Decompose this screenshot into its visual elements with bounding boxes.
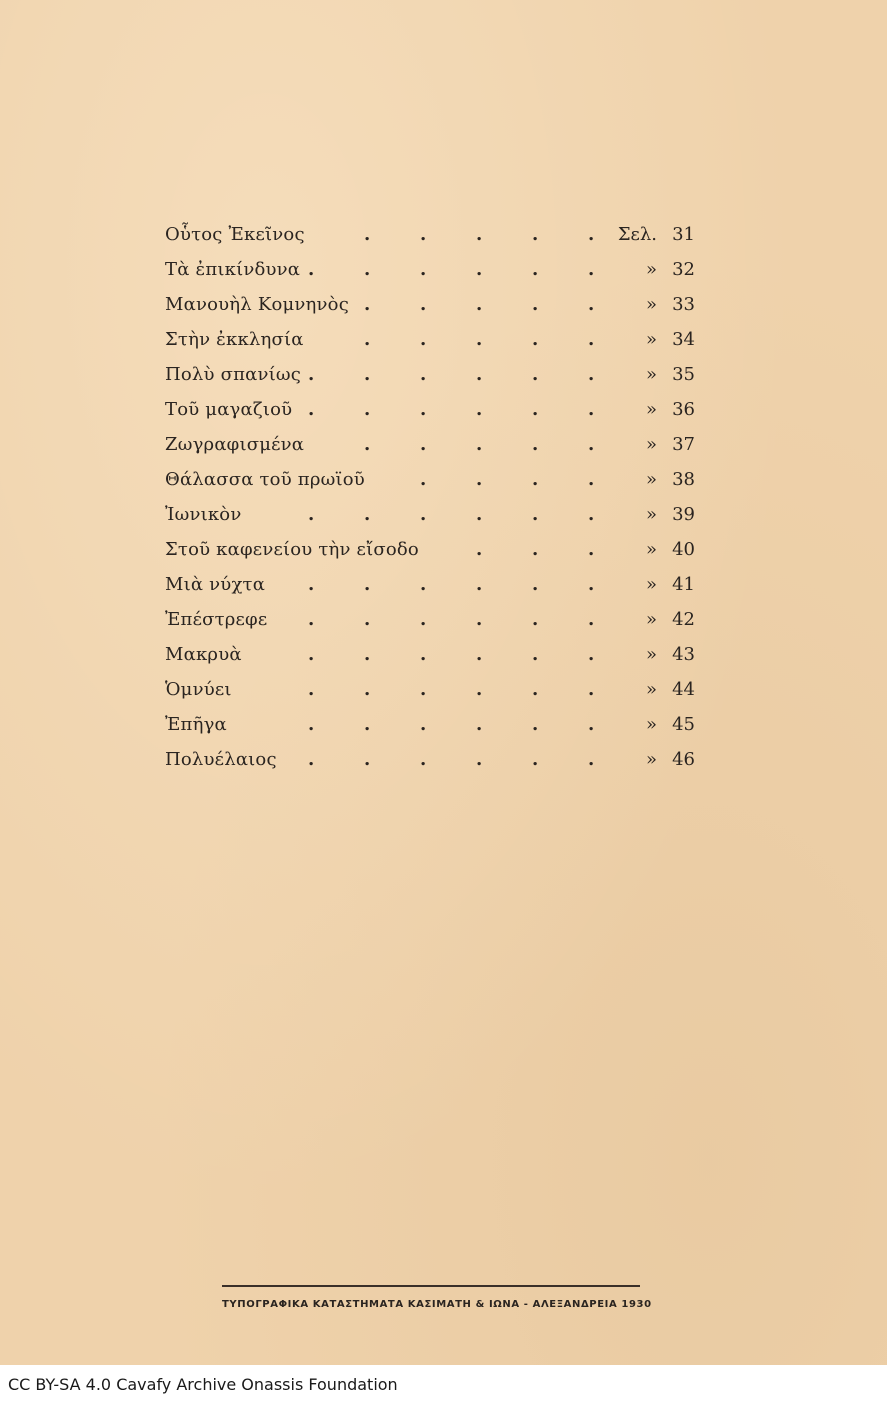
leader-dot: .: [588, 679, 595, 700]
leader-dot: .: [588, 224, 595, 245]
toc-entry-page: 37: [672, 434, 695, 455]
leader-dot: .: [532, 714, 539, 735]
leader-dot: .: [476, 714, 483, 735]
toc-entry: [165, 325, 695, 360]
leader-dot: .: [420, 749, 427, 770]
toc-entry-title: Τὰ ἐπικίνδυνα: [165, 259, 301, 280]
toc-entry-title: Ὁμνύει: [165, 679, 232, 700]
leader-dot: .: [532, 294, 539, 315]
leader-dot: .: [476, 679, 483, 700]
toc-entry: [165, 675, 695, 710]
toc-entry: [165, 710, 695, 745]
toc-entry-ref: Σελ.: [617, 224, 657, 245]
leader-dot: .: [476, 224, 483, 245]
leader-dot: .: [532, 434, 539, 455]
leader-dot: .: [364, 224, 371, 245]
leader-dot: .: [364, 329, 371, 350]
leader-dot: .: [476, 469, 483, 490]
leader-dot: .: [588, 609, 595, 630]
toc-entry-title: Ζωγραφισμένα: [165, 434, 305, 455]
leader-dot: .: [308, 574, 315, 595]
toc-entry-title: Μανουὴλ Κομνηνὸς: [165, 294, 349, 315]
toc-entry: [165, 290, 695, 325]
toc-entry-page: 36: [672, 399, 695, 420]
leader-dot: .: [420, 364, 427, 385]
toc-entry: [165, 535, 695, 570]
leader-dot: .: [588, 644, 595, 665]
leader-dot: .: [532, 539, 539, 560]
leader-dot: .: [420, 609, 427, 630]
toc-entry-page: 45: [672, 714, 695, 735]
leader-dot: .: [308, 679, 315, 700]
leader-dot: .: [308, 644, 315, 665]
toc-entry-ref: »: [645, 399, 657, 420]
leader-dot: .: [476, 749, 483, 770]
leader-dot: .: [476, 644, 483, 665]
toc-entry-ref: »: [645, 749, 657, 770]
toc-entry-title: Τοῦ μαγαζιοῦ: [165, 399, 293, 420]
credit-bar: [0, 1365, 887, 1405]
leader-dot: .: [308, 364, 315, 385]
toc-entry-title: Οὗτος Ἐκεῖνος: [165, 224, 305, 245]
toc-entry-page: 34: [672, 329, 695, 350]
leader-dot: .: [588, 539, 595, 560]
leader-dot: .: [476, 329, 483, 350]
table-of-contents: [165, 220, 695, 780]
leader-dot: .: [476, 399, 483, 420]
leader-dot: .: [420, 644, 427, 665]
leader-dot: .: [476, 609, 483, 630]
leader-dot: .: [420, 434, 427, 455]
leader-dot: .: [420, 329, 427, 350]
license-credit: CC BY-SA 4.0 Cavafy Archive Onassis Foundation: [8, 1375, 398, 1394]
leader-dot: .: [532, 749, 539, 770]
leader-dot: .: [308, 259, 315, 280]
leader-dot: .: [588, 714, 595, 735]
leader-dot: .: [364, 679, 371, 700]
leader-dot: .: [420, 469, 427, 490]
leader-dot: .: [532, 259, 539, 280]
leader-dot: .: [588, 259, 595, 280]
toc-entry-title: Μακρυὰ: [165, 644, 242, 665]
leader-dot: .: [308, 609, 315, 630]
toc-entry-page: 44: [672, 679, 695, 700]
toc-entry-title: Θάλασσα τοῦ πρωϊοῦ: [165, 469, 365, 490]
toc-entry-title: Ἐπῆγα: [165, 714, 227, 735]
toc-entry-ref: »: [645, 259, 657, 280]
leader-dot: .: [420, 224, 427, 245]
leader-dot: .: [364, 714, 371, 735]
leader-dot: .: [532, 329, 539, 350]
toc-entry: [165, 430, 695, 465]
toc-entry-title: Πολὺ σπανίως: [165, 364, 302, 385]
leader-dot: .: [364, 574, 371, 595]
leader-dot: .: [364, 609, 371, 630]
leader-dot: .: [476, 259, 483, 280]
leader-dot: .: [420, 504, 427, 525]
toc-entry-title: Πολυέλαιος: [165, 749, 277, 770]
toc-entry: [165, 360, 695, 395]
toc-entry-page: 38: [672, 469, 695, 490]
toc-entry-title: Μιὰ νύχτα: [165, 574, 266, 595]
leader-dot: .: [420, 294, 427, 315]
leader-dot: .: [532, 364, 539, 385]
leader-dot: .: [588, 504, 595, 525]
leader-dot: .: [364, 259, 371, 280]
leader-dot: .: [364, 399, 371, 420]
toc-entry: [165, 255, 695, 290]
toc-entry-page: 33: [672, 294, 695, 315]
toc-entry-ref: »: [645, 644, 657, 665]
leader-dot: .: [532, 504, 539, 525]
leader-dot: .: [532, 469, 539, 490]
toc-entry-ref: »: [645, 539, 657, 560]
toc-entry-ref: »: [645, 329, 657, 350]
leader-dot: .: [308, 504, 315, 525]
printer-imprint: ΤΥΠΟΓΡΑΦΙΚΑ ΚΑΤΑΣΤΗΜΑΤΑ ΚΑΣΙΜΑΤΗ & ΙΩΝΑ - ΑΛΕΞΑΝΔΡΕΙΑ 1930: [222, 1299, 652, 1310]
leader-dot: .: [588, 574, 595, 595]
toc-entry-ref: »: [645, 714, 657, 735]
leader-dot: .: [308, 399, 315, 420]
toc-entry-page: 42: [672, 609, 695, 630]
leader-dot: .: [364, 749, 371, 770]
leader-dot: .: [532, 644, 539, 665]
leader-dot: .: [588, 329, 595, 350]
toc-entry: [165, 220, 695, 255]
toc-entry-page: 32: [672, 259, 695, 280]
toc-entry-title: Ἰωνικὸν: [165, 504, 242, 525]
leader-dot: .: [532, 224, 539, 245]
toc-entry: [165, 745, 695, 780]
toc-entry-page: 46: [672, 749, 695, 770]
toc-entry-ref: »: [645, 434, 657, 455]
leader-dot: .: [476, 574, 483, 595]
toc-entry-page: 35: [672, 364, 695, 385]
leader-dot: .: [588, 469, 595, 490]
leader-dot: .: [532, 609, 539, 630]
leader-dot: .: [532, 679, 539, 700]
toc-entry: [165, 465, 695, 500]
leader-dot: .: [588, 364, 595, 385]
toc-entry: [165, 640, 695, 675]
toc-entry-title: Στοῦ καφενείου τὴν εἴσοδο: [165, 539, 419, 560]
leader-dot: .: [476, 504, 483, 525]
leader-dot: .: [476, 294, 483, 315]
leader-dot: .: [588, 749, 595, 770]
toc-entry: [165, 570, 695, 605]
leader-dot: .: [364, 294, 371, 315]
toc-entry-page: 39: [672, 504, 695, 525]
toc-entry-page: 31: [672, 224, 695, 245]
toc-entry-ref: »: [645, 609, 657, 630]
toc-entry-title: Ἐπέστρεφε: [165, 609, 268, 630]
toc-entry-page: 40: [672, 539, 695, 560]
leader-dot: .: [420, 679, 427, 700]
leader-dot: .: [588, 399, 595, 420]
toc-entry-ref: »: [645, 294, 657, 315]
leader-dot: .: [308, 714, 315, 735]
toc-entry-ref: »: [645, 469, 657, 490]
toc-entry-title: Στὴν ἐκκλησία: [165, 329, 304, 350]
footer-divider: [222, 1285, 640, 1287]
leader-dot: .: [308, 749, 315, 770]
toc-entry: [165, 500, 695, 535]
toc-entry: [165, 395, 695, 430]
leader-dot: .: [364, 504, 371, 525]
toc-entry-ref: »: [645, 574, 657, 595]
leader-dot: .: [420, 399, 427, 420]
leader-dot: .: [364, 644, 371, 665]
leader-dot: .: [476, 364, 483, 385]
leader-dot: .: [420, 574, 427, 595]
leader-dot: .: [532, 574, 539, 595]
toc-entry: [165, 605, 695, 640]
leader-dot: .: [588, 434, 595, 455]
leader-dot: .: [364, 434, 371, 455]
toc-entry-page: 41: [672, 574, 695, 595]
leader-dot: .: [588, 294, 595, 315]
toc-entry-ref: »: [645, 679, 657, 700]
leader-dot: .: [476, 539, 483, 560]
leader-dot: .: [420, 259, 427, 280]
toc-entry-ref: »: [645, 504, 657, 525]
toc-entry-ref: »: [645, 364, 657, 385]
leader-dot: .: [364, 364, 371, 385]
leader-dot: .: [532, 399, 539, 420]
leader-dot: .: [420, 714, 427, 735]
leader-dot: .: [476, 434, 483, 455]
toc-entry-page: 43: [672, 644, 695, 665]
